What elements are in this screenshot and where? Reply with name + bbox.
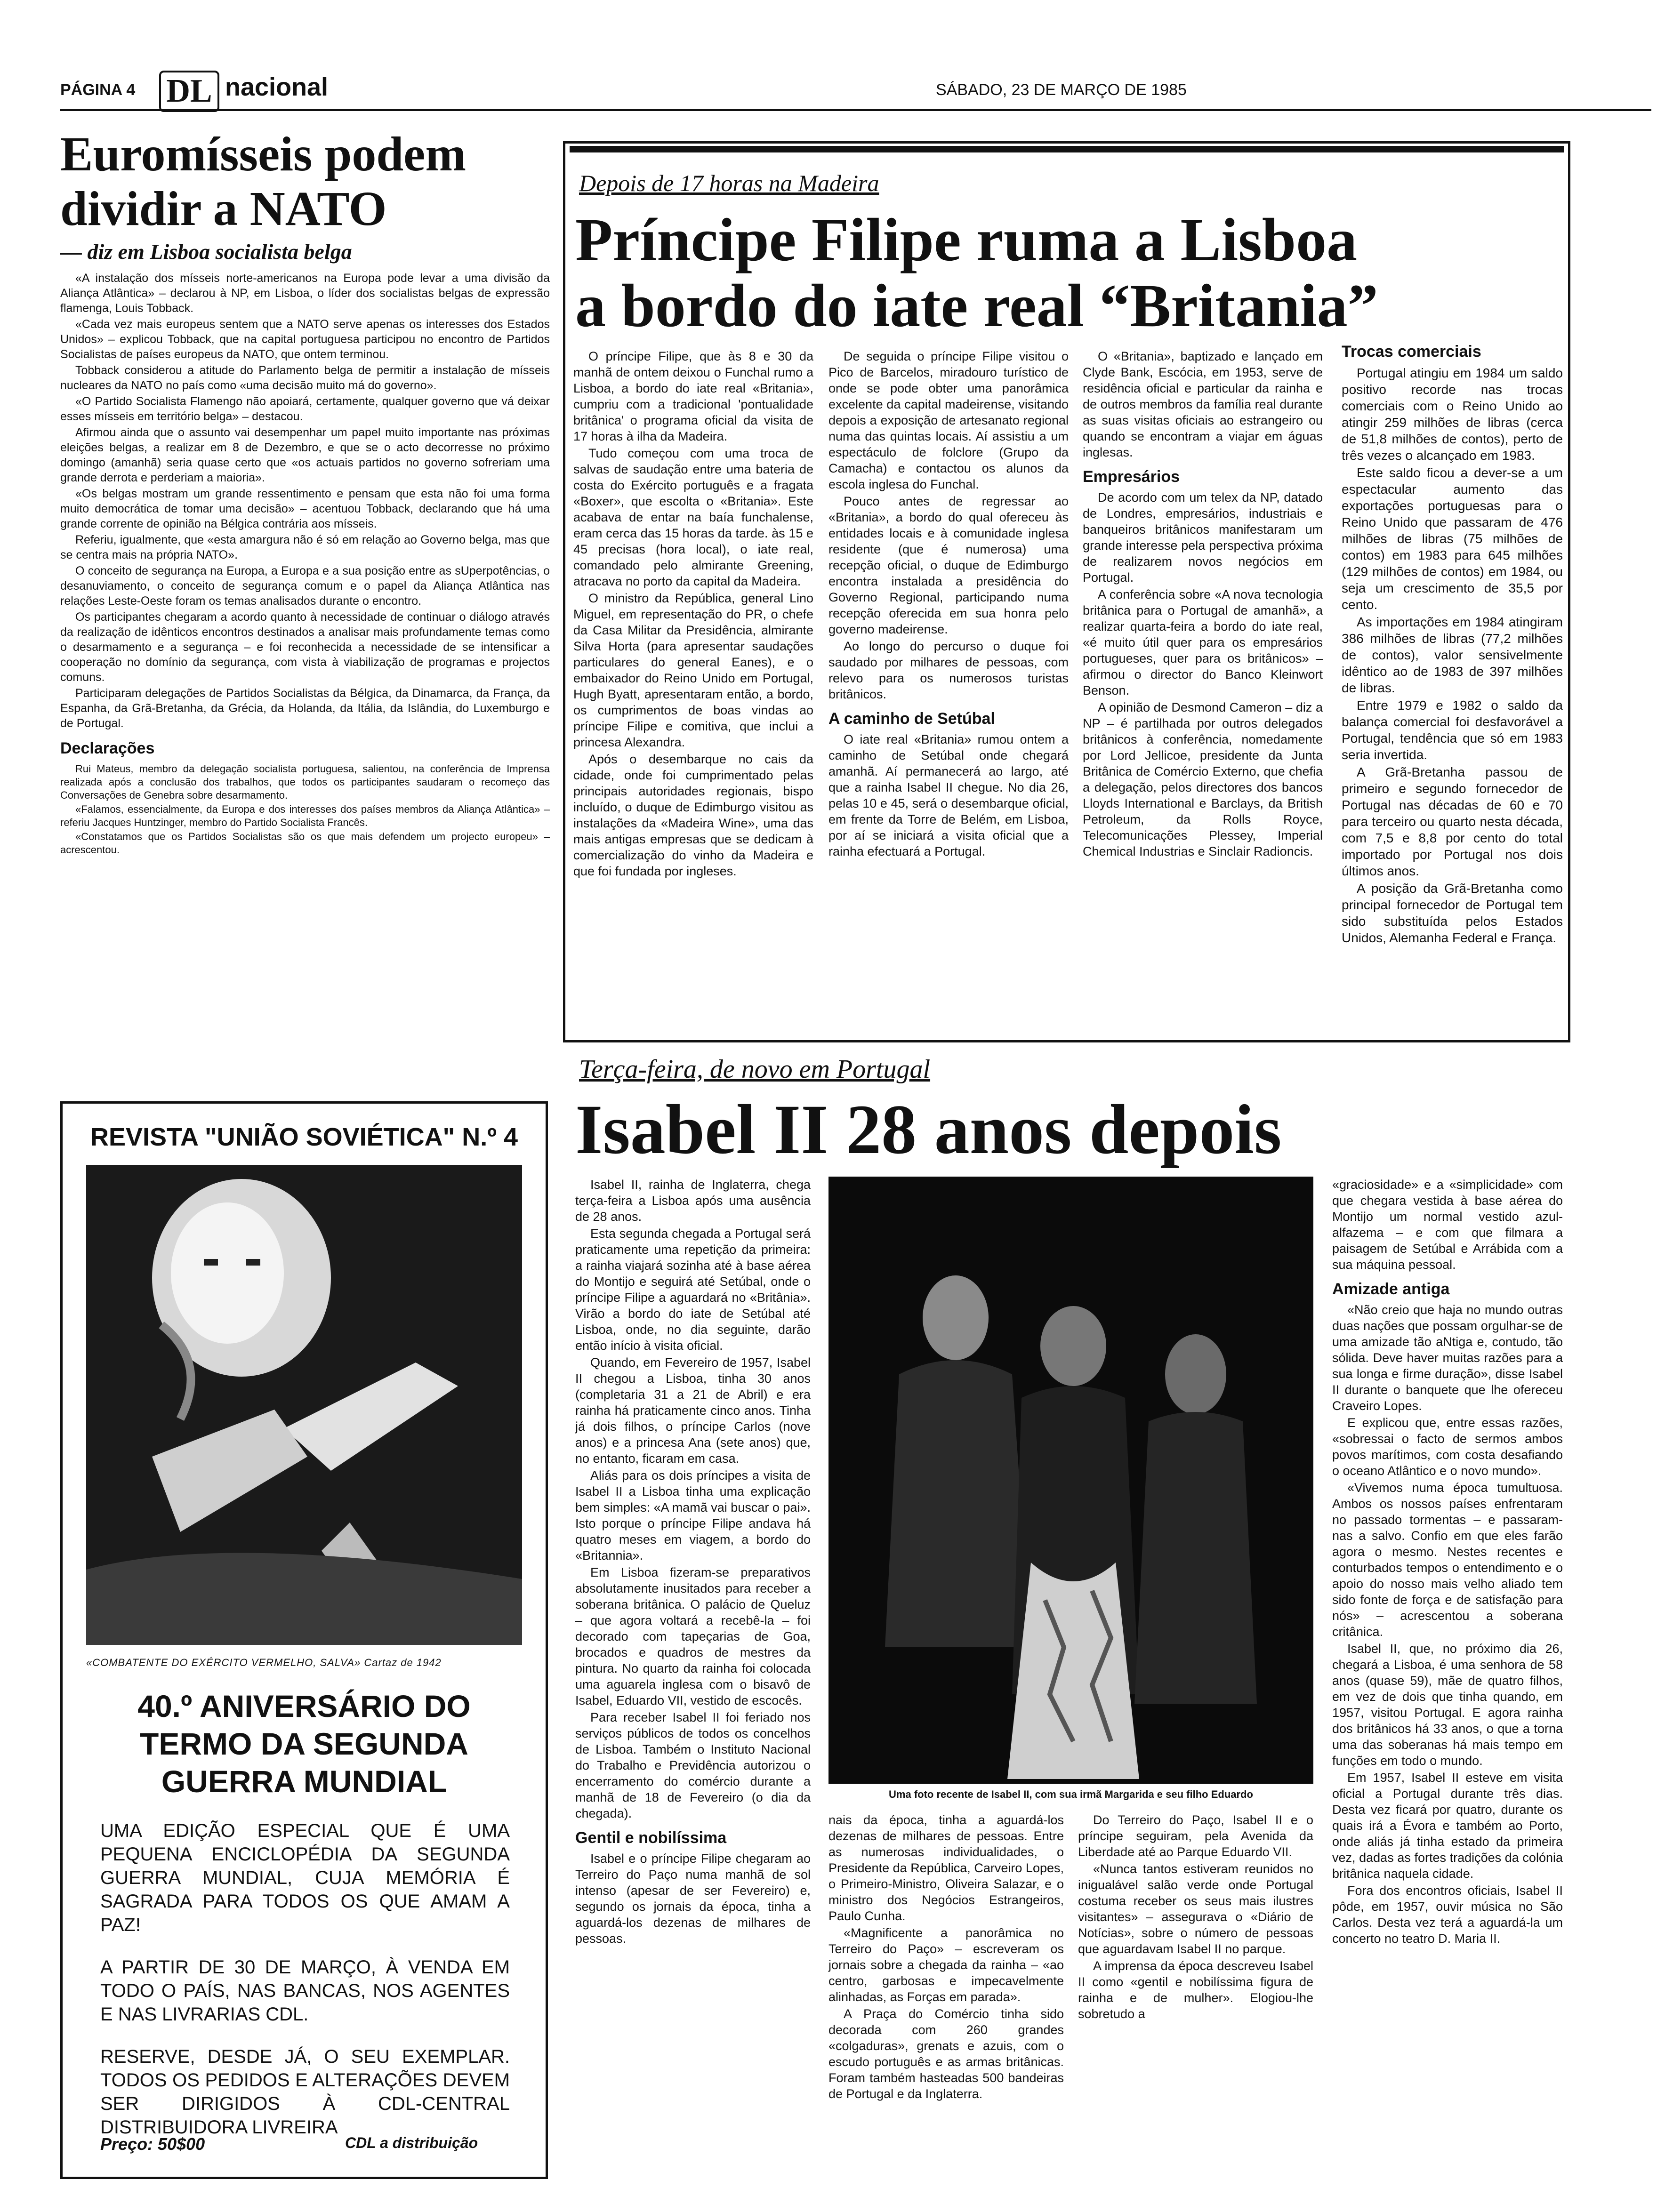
issue-date: SÁBADO, 23 DE MARÇO DE 1985 xyxy=(936,81,1187,99)
paragraph: A conferência sobre «A nova tecnologia britânica para o Portugal de amanhã», a realizar quarta-feira a bordo do iate real, «é muito útil quer para os empresários portugueses, quer para os britânicos» – afirmou o director do Banco Kleinwort Benson. xyxy=(1083,587,1323,697)
paragraph: Participaram delegações de Partidos Socialistas da Bélgica, da Dinamarca, da França, da Espanha, da Grã-Bretanha, da Grécia, da Holanda, da Itália, da Islândia, do Luxemburgo e de Portugal. xyxy=(60,687,550,730)
paragraph: Quando, em Fevereiro de 1957, Isabel II chegou a Lisboa, tinha 30 anos (completaria 31 a 21 de Abril) e era rainha há praticamente cinco anos. Tinha já dois filhos, o príncipe Carlos (nove anos) e a princesa Ana (sete anos) que, no entanto, ficaram em casa. xyxy=(575,1355,811,1466)
newspaper-logo: DL xyxy=(159,71,219,112)
paragraph: A Grã-Bretanha passou de primeiro e segundo fornecedor de Portugal nas décadas de 60 e 70 para terceiro ou quarto nesta década, com 7,5 e 8,8 por cento do total importado por Portugal nos dois últimos anos. xyxy=(1342,765,1563,878)
page-header xyxy=(60,71,1651,113)
isabel-mid-col-1 xyxy=(828,1812,1064,2103)
amizade-heading: Amizade antiga xyxy=(1332,1280,1450,1298)
paragraph: Os participantes chegaram a acordo quanto à necessidade de continuar o diálogo através da realização de idênticos encontros destinados a analisar mais profundamente temas como o desarmamento e a segurança – e foi reconhecida a necessidade de se intensificar a cooperação no domínio da segurança, com vista à viabilização de programas e projectos comuns. xyxy=(60,610,550,684)
paragraph: Em 1957, Isabel II esteve em visita oficial a Portugal durante três dias. Desta vez ficará por quatro, durante os quais irá a Évora e também ao Porto, onde aliás já tinha estado da primeira vez, dadas as fortes tradições da colónia britânica naquela cidade. xyxy=(1332,1771,1563,1881)
paragraph: A Praça do Comércio tinha sido decorada com 260 grandes «colgaduras», grenats e azuis, com o escudo português e as armas britânicas. Foram também hasteadas 500 bandeiras de Portugal e da Inglaterra. xyxy=(828,2007,1064,2101)
uniao-sovietica-ad xyxy=(60,1101,548,2179)
euromisseis-article xyxy=(60,127,550,858)
paragraph: «Os belgas mostram um grande ressentimento e pensam que esta não foi uma forma muito democrática de tomar uma decisão» – acentuou Tobback, declarando que há uma grande corrente de opinião na Bélgica contrária aos mísseis. xyxy=(60,487,550,530)
paragraph: De seguida o príncipe Filipe visitou o Pico de Barcelos, miradouro turístico de onde se pode obter uma panorâmica excelente da capital madeirense, visitando depois a exposição de artesanato regional numa das quintas locais. Aí assistiu a um espectáculo de folclore (Grupo da Camacha) e contactou os alunos da escola inglesa do Funchal. xyxy=(828,349,1069,491)
empresarios-heading: Empresários xyxy=(1083,468,1180,486)
article-title-line1: Euromísseis podem xyxy=(60,127,466,181)
paragraph: Tobback considerou a atitude do Parlamento belga de permitir a instalação de mísseis nucleares da NATO no país como «uma decisão muito má do governo». xyxy=(60,364,550,392)
paragraph: Esta segunda chegada a Portugal será praticamente uma repetição da primeira: a rainha viajará sozinha até à base aérea do Montijo e seguirá até Setúbal, onde o príncipe Filipe a aguardará no «Britânia». Virão a bordo do iate de Setúbal até Lisboa, onde, no dia seguinte, darão então início à visita oficial. xyxy=(575,1226,811,1353)
ad-poster-caption: «COMBATENTE DO EXÉRCITO VERMELHO, SALVA» Cartaz de 1942 xyxy=(86,1657,442,1668)
gentil-heading: Gentil e nobilíssima xyxy=(575,1829,727,1847)
article-body xyxy=(60,271,550,731)
paragraph: «Falamos, essencialmente, da Europa e dos interesses dos países membros da Aliança Atlântica» – referiu Jacques Huntzinger, membro do Partido Socialista Francês. xyxy=(60,803,550,828)
paragraph: Em Lisboa fizeram-se preparativos absolutamente inusitados para receber a soberana britânica. O palácio de Queluz – que agora voltará a recebê-la – foi decorado com tapeçarias de Goa, brocados e quadros de mestres da pintura. No quarto da rainha foi colocada uma aguarela inglesa com o bisavô de Isabel, Eduardo VII, vestido de escocês. xyxy=(575,1565,811,1707)
paragraph: Isabel e o príncipe Filipe chegaram ao Terreiro do Paço numa manhã de sol intenso (apesar de ser Fevereiro) e, segundo os jornais da época, tinha a aguardá-los dezenas de milhares de pessoas. xyxy=(575,1851,811,1946)
ad-poster-image xyxy=(86,1165,522,1645)
paragraph: O «Britania», baptizado e lançado em Clyde Bank, Escócia, em 1953, serve de residência oficial e particular da rainha e de outros membros da família real durante as suas visitas oficiais ao estrangeiro ou quando se encontram a viajar em águas inglesas. xyxy=(1083,349,1323,459)
ad-headline-line1: 40.º ANIVERSÁRIO DO xyxy=(137,1689,471,1723)
filipe-col-3 xyxy=(1083,348,1323,860)
paragraph: Este saldo ficou a dever-se a um espectacular aumento das exportações portuguesas para o Reino Unido que passaram de 476 milhões de libras (75 milhões de contos) em 1983 para 645 milhões (129 milhões de contos) em 1984, ou seja um crescimento de 35,5 por cento. xyxy=(1342,465,1563,612)
ad-copy xyxy=(100,1819,510,2139)
ad-price: Preço: 50$00 xyxy=(100,2134,205,2154)
trocas-comerciais-box xyxy=(1342,344,1563,947)
isabel-right-col xyxy=(1332,1177,1563,1948)
article-subtitle: — diz em Lisboa socialista belga xyxy=(60,240,352,264)
paragraph: «Não creio que haja no mundo outras duas nações que possam orgulhar-se de uma amizade tão aNtiga e, contudo, tão sólida. Deve haver muitas razões para a sua longa e firme duração», disse Isabel II durante o banquete que lhe ofereceu Craveiro Lopes. xyxy=(1332,1303,1563,1413)
ad-title: REVISTA "UNIÃO SOVIÉTICA" N.º 4 xyxy=(90,1123,518,1151)
ad-paragraph: UMA EDIÇÃO ESPECIAL QUE É UMA PEQUENA ENCICLOPÉDIA DA SEGUNDA GUERRA MUNDIAL, CUJA MEMÓRIA É SAGRADA PARA TODOS OS QUE AMAM A PAZ! xyxy=(100,1820,510,1935)
page-number: PÁGINA 4 xyxy=(60,81,136,99)
poster-illustration xyxy=(86,1165,522,1645)
paragraph: O iate real «Britania» rumou ontem a caminho de Setúbal onde chegará amanhã. Aí permanecerá ao largo, até que a rainha Isabel II chegue. No dia 26, pelas 10 e 45, será o desembarque oficial, em frente da Torre de Belém, em Lisboa, por aí se iniciará a visita oficial que a rainha efectuará a Portugal. xyxy=(828,732,1069,858)
ad-headline xyxy=(63,1687,546,1800)
declaracoes-heading: Declarações xyxy=(60,739,155,757)
article-title-line2: dividir a NATO xyxy=(60,182,387,236)
paragraph: Fora dos encontros oficiais, Isabel II pôde, em 1957, ouvir música no São Carlos. Desta vez terá a aguardá-la um concerto no teatro D. Maria II. xyxy=(1332,1883,1563,1946)
filipe-col-2 xyxy=(828,348,1069,860)
paragraph: «Constatamos que os Partidos Socialistas são os que mais defendem um projecto europeu» – acrescentou. xyxy=(60,831,550,856)
filipe-col-1 xyxy=(573,348,813,880)
paragraph: Ao longo do percurso o duque foi saudado por milhares de pessoas, com relevo para os numerosos turistas britânicos. xyxy=(828,639,1069,701)
paragraph: Referiu, igualmente, que «esta amargura não é só em relação ao Governo belga, mas que se centra mais na própria NATO». xyxy=(60,533,550,561)
paragraph: As importações em 1984 atingiram 386 milhões de libras (77,2 milhões de contos), valor sensivelmente idêntico ao de 1983 de 397 milhões de libras. xyxy=(1342,615,1563,695)
paragraph: De acordo com um telex da NP, datado de Londres, empresários, industriais e banqueiros britânicos manifestaram um grande interesse pela perspectiva próxima de realizarem novos negócios em Portugal. xyxy=(1083,490,1323,585)
filipe-title-line1: Príncipe Filipe ruma a Lisboa xyxy=(575,206,1358,274)
caminho-setubal-heading: A caminho de Setúbal xyxy=(828,710,995,728)
royal-family-photo xyxy=(828,1177,1313,1784)
paragraph: A posição da Grã-Bretanha como principal fornecedor de Portugal tem sido substituída pelos Estados Unidos, Alemanha Federal e França. xyxy=(1342,881,1563,945)
paragraph: Pouco antes de regressar ao «Britania», a bordo do qual ofereceu às entidades locais e à comunidade inglesa residente (que é numerosa) uma recepção oficial, o duque de Edimburgo encontra instalada a presidência do Governo Regional, participando numa recepção oferecida em sua honra pelo governo madeirense. xyxy=(828,494,1069,636)
paragraph: nais da época, tinha a aguardá-los dezenas de milhares de pessoas. Entre as numerosas individualidades, o Presidente da República, Carveiro Lopes, o Primeiro-Ministro, Oliveira Salazar, e o ministro dos Negócios Estrangeiros, Paulo Cunha. xyxy=(828,1813,1064,1923)
filipe-title-line2: a bordo do iate real “Britania” xyxy=(575,272,1378,340)
paragraph: Isabel II, que, no próximo dia 26, chegará a Lisboa, é uma senhora de 58 anos (quase 59), mãe de quatro filhos, em vez de dois que tinha quando, em 1957, visitou Portugal. E agora rainha dos britânicos há 33 anos, o que a torna uma das soberanas há mais tempo em funções em todo o mundo. xyxy=(1332,1642,1563,1768)
paragraph: «Nunca tantos estiveram reunidos no inigualável salão verde onde Portugal costuma receber os seus mais ilustres visitantes» – assegurava o «Diário de Notícias», sobre o número de pessoas que aguardavam Isabel II no parque. xyxy=(1078,1862,1313,1956)
paragraph: A imprensa da época descreveu Isabel II como «gentil e nobilíssima figura de rainha e de mulher». Elogiou-lhe sobretudo a xyxy=(1078,1959,1313,2021)
paragraph: Tudo começou com uma troca de salvas de saudação entre uma bateria de costa do Exército português e a fragata «Boxer», que escolta o «Britania». Este acabava de entar na baía funchalense, eram cerca das 15 horas da tarde. às 15 e 45 precisas (hora local), o iate real, comandado pelo almirante Greening, atracava no porto da capital da Madeira. xyxy=(573,446,813,588)
isabel-kicker: Terça-feira, de novo em Portugal xyxy=(579,1055,931,1084)
paragraph: «O Partido Socialista Flamengo não apoiará, certamente, qualquer governo que vá deixar esses mísseis em território belga» – destacou. xyxy=(60,395,550,423)
paragraph: Entre 1979 e 1982 o saldo da balança comercial foi desfavorável a Portugal, tendência que só em 1983 seria invertida. xyxy=(1342,698,1563,762)
paragraph: E explicou que, entre essas razões, «sobressai o facto de sermos ambos povos marítimos, com costa desafiando o oceano Atlântico e o novo mundo». xyxy=(1332,1416,1563,1478)
paragraph: «graciosidade» e a «simplicidade» com que chegara vestida à base aérea do Montijo um normal vestido azul-alfazema – e com que filmara a paisagem de Setúbal e Arrábida com a sua máquina pessoal. xyxy=(1332,1178,1563,1272)
paragraph: Para receber Isabel II foi feriado nos serviços públicos de todos os concelhos de Lisboa. Também o Instituto Nacional do Trabalho e Previdência autorizou o encerramento do comércio durante a manhã de 18 de Fevereiro (o dia da chegada). xyxy=(575,1710,811,1820)
paragraph: Afirmou ainda que o assunto vai desempenhar um papel muito importante nas próximas eleições belgas, a realizar em 8 de Dezembro, e que se o acto decorresse no próximo domingo (amanhã) seria quase certo que «os actuais partidos no governo sofreriam uma grande derrota e perderiam a maioria». xyxy=(60,426,550,484)
declaracoes-body xyxy=(60,762,550,857)
photo-illustration xyxy=(828,1177,1313,1784)
paragraph: O ministro da República, general Lino Miguel, em representação do PR, o chefe da Casa Militar da Presidência, almirante Silva Horta (para apresentar saudações particulares do general Eanes), e o embaixador do Reino Unido em Portugal, Hugh Byatt, apresentaram então, a bordo, os cumprimentos de boas vindas ao príncipe Filipe e comitiva, que inclui a princesa Alexandra. xyxy=(573,591,813,749)
header-rule xyxy=(60,109,1651,111)
paragraph: Do Terreiro do Paço, Isabel II e o príncipe seguiram, pela Avenida da Liberdade até ao Parque Eduardo VII. xyxy=(1078,1813,1313,1859)
paragraph: «Magnificente a panorâmica no Terreiro do Paço» – escreveram os jornais sobre a chegada da rainha – «ao centro, garbosas e impecavelmente alinhadas, as Forças em parada». xyxy=(828,1926,1064,2004)
paragraph: Rui Mateus, membro da delegação socialista portuguesa, salientou, na conferência de Imprensa realizada após a conclusão dos trabalhos, que todos os participantes saudaram o recomeço das Conversações de Genebra sobre desarmamento. xyxy=(60,763,550,801)
isabel-mid-col-2 xyxy=(1078,1812,1313,2023)
filipe-kicker: Depois de 17 horas na Madeira xyxy=(579,170,879,196)
paragraph: Portugal atingiu em 1984 um saldo positivo recorde nas trocas comerciais com o Reino Unido ao atingir 259 milhões de libras (cerca de 51,8 milhões de contos), perto de três vezes o alcançado em 1983. xyxy=(1342,366,1563,463)
ad-paragraph: RESERVE, DESDE JÁ, O SEU EXEMPLAR. TODOS OS PEDIDOS E ALTERAÇÕES DEVEM SER DIRIGIDOS À CDL-CENTRAL DISTRIBUIDORA LIVREIRA xyxy=(100,2046,510,2138)
section-name: nacional xyxy=(225,73,329,101)
isabel-title: Isabel II 28 anos depois xyxy=(575,1090,1282,1169)
trocas-heading: Trocas comerciais xyxy=(1342,343,1481,361)
paragraph: O príncipe Filipe, que às 8 e 30 da manhã de ontem deixou o Funchal rumo a Lisboa, a bordo do iate real «Britania», cumpriu com a tradicional 'pontualidade britânica' o programa oficial da visita de 17 horas à ilha da Madeira. xyxy=(573,349,813,443)
paragraph: «Vivemos numa época tumultuosa. Ambos os nossos países enfrentaram no passado tormentas – e passaram-nas a salvo. Confio em que eles farão agora o mesmo. Nestes recentes e conturbados tempos o entendimento e o apoio do nosso mais velho aliado tem sido fonte de força e de satisfação para nós» – acrescentou a soberana critânica. xyxy=(1332,1481,1563,1639)
filipe-top-bar xyxy=(570,146,1564,152)
paragraph: O conceito de segurança na Europa, a Europa e a sua posição entre as sUperpotências, o desanuviamento, o conceito de segurança comum e o papel da Aliança Atlântica nas relações Leste-Oeste foram os temas analisados durante o encontro. xyxy=(60,564,550,608)
ad-paragraph: A PARTIR DE 30 DE MARÇO, À VENDA EM TODO O PAÍS, NAS BANCAS, NOS AGENTES E NAS LIVRARIAS CDL. xyxy=(100,1957,510,2025)
ad-headline-line3: GUERRA MUNDIAL xyxy=(161,1764,447,1799)
paragraph: «A instalação dos mísseis norte-americanos na Europa pode levar a uma divisão da Aliança Atlântica» – declarou à NP, em Lisboa, o líder dos socialistas belgas de expressão flamenga, Louis Tobback. xyxy=(60,272,550,315)
paragraph: Aliás para os dois príncipes a visita de Isabel II a Lisboa tinha uma explicação bem simples: «A mamã vai buscar o pai». Isto porque o príncipe Filipe andava há quatro meses em viagem, a bordo do «Britannia». xyxy=(575,1468,811,1563)
paragraph: Após o desembarque no cais da cidade, onde foi cumprimentado pelas principais autoridades regionais, bispo incluído, o duque de Edimburgo visitou as instalações da «Madeira Wine», uma das mais antigas empresas que se dedicam à comercialização do vinho da Madeira e que foi fundada por ingleses. xyxy=(573,752,813,878)
photo-caption: Uma foto recente de Isabel II, com sua irmã Margarida e seu filho Eduardo xyxy=(889,1788,1253,1800)
paragraph: Isabel II, rainha de Inglaterra, chega terça-feira a Lisboa após uma ausência de 28 anos. xyxy=(575,1178,811,1224)
ad-headline-line2: TERMO DA SEGUNDA xyxy=(140,1726,468,1761)
isabel-col-1 xyxy=(575,1177,811,1948)
paragraph: «Cada vez mais europeus sentem que a NATO serve apenas os interesses dos Estados Unidos» – explicou Tobback, que na capital portuguesa participou no encontro de Partidos Socialistas de países europeus da NATO, que ontem terminou. xyxy=(60,318,550,361)
ad-distributor-logo: CDL a distribuição xyxy=(345,2134,478,2151)
paragraph: A opinião de Desmond Cameron – diz a NP – é partilhada por outros delegados britânicos à conferência, nomedamente por Lord Jellicoe, presidente da Junta Britânica de Comércio Externo, que chefia a delegação, pelos directores dos bancos Lloyds International e Barclays, da British Petroleum, da Rolls Royce, Telecomunicações Plessey, Imperial Chemical Industrias e Sinclair Radioncis. xyxy=(1083,700,1323,858)
